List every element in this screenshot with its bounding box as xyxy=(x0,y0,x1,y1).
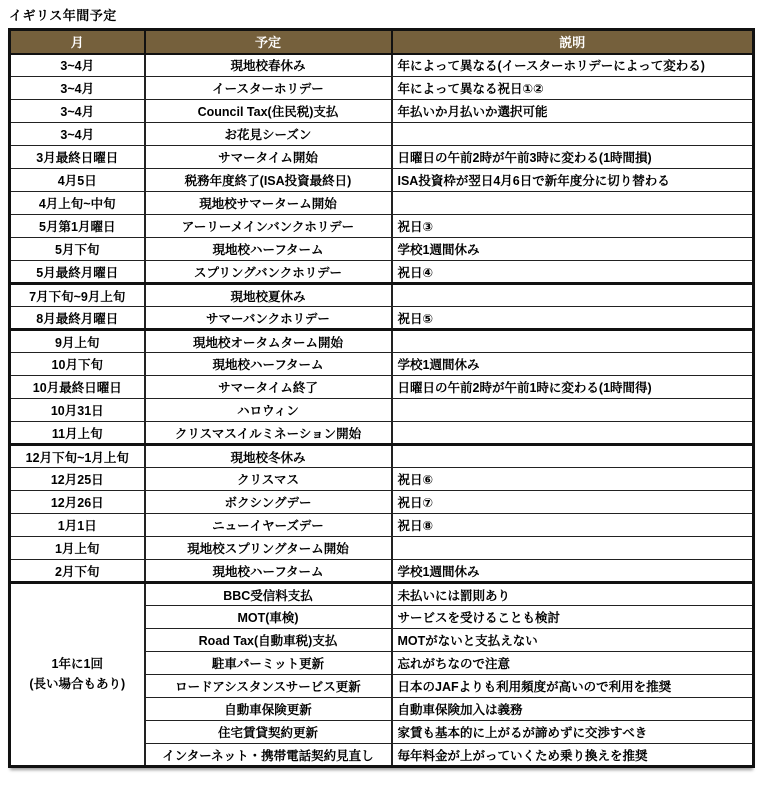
table-row-annual xyxy=(10,583,754,606)
cell-event: サマータイム開始 xyxy=(145,146,392,169)
table-row xyxy=(10,100,754,123)
cell-month: 4月上旬~中旬 xyxy=(10,192,145,215)
table-row xyxy=(10,54,754,77)
cell-desc: 学校1週間休み xyxy=(392,353,754,376)
cell-desc xyxy=(392,284,754,307)
cell-event: 現地校サマーターム開始 xyxy=(145,192,392,215)
cell-desc: 自動車保険加入は義務 xyxy=(392,698,754,721)
cell-month: 3~4月 xyxy=(10,123,145,146)
cell-desc: 家賃も基本的に上がるが諦めずに交渉すべき xyxy=(392,721,754,744)
cell-desc xyxy=(392,422,754,445)
cell-event: クリスマスイルミネーション開始 xyxy=(145,422,392,445)
cell-month: 12月26日 xyxy=(10,491,145,514)
cell-desc: 祝日③ xyxy=(392,215,754,238)
schedule-table-body xyxy=(10,54,754,767)
cell-month: 3~4月 xyxy=(10,100,145,123)
cell-event: 住宅賃貸契約更新 xyxy=(145,721,392,744)
cell-month: 5月下旬 xyxy=(10,238,145,261)
cell-event: Council Tax(住民税)支払 xyxy=(145,100,392,123)
cell-event: イースターホリデー xyxy=(145,77,392,100)
cell-event: Road Tax(自動車税)支払 xyxy=(145,629,392,652)
cell-event: 現地校スプリングターム開始 xyxy=(145,537,392,560)
cell-month: 12月25日 xyxy=(10,468,145,491)
cell-month: 7月下旬~9月上旬 xyxy=(10,284,145,307)
cell-desc: ISA投資枠が翌日4月6日で新年度分に切り替わる xyxy=(392,169,754,192)
table-row xyxy=(10,123,754,146)
header-desc: 説明 xyxy=(392,30,754,54)
cell-event: BBC受信料支払 xyxy=(145,583,392,606)
cell-event: 現地校春休み xyxy=(145,54,392,77)
table-row xyxy=(10,307,754,330)
cell-event: ボクシングデー xyxy=(145,491,392,514)
cell-event: 駐車パーミット更新 xyxy=(145,652,392,675)
table-row xyxy=(10,353,754,376)
cell-desc xyxy=(392,123,754,146)
cell-event: サマーバンクホリデー xyxy=(145,307,392,330)
annual-frequency-cell xyxy=(10,583,145,767)
cell-desc: 祝日⑦ xyxy=(392,491,754,514)
table-row xyxy=(10,468,754,491)
cell-month: 8月最終月曜日 xyxy=(10,307,145,330)
cell-desc: 年によって異なる祝日①② xyxy=(392,77,754,100)
table-row xyxy=(10,77,754,100)
annual-frequency-line1: 1年に1回 xyxy=(51,657,103,672)
cell-desc: MOTがないと支払えない xyxy=(392,629,754,652)
table-row xyxy=(10,284,754,307)
cell-month: 1月1日 xyxy=(10,514,145,537)
cell-desc xyxy=(392,330,754,353)
table-row xyxy=(10,560,754,583)
cell-month: 12月下旬~1月上旬 xyxy=(10,445,145,468)
table-row xyxy=(10,146,754,169)
cell-event: スプリングバンクホリデー xyxy=(145,261,392,284)
table-row xyxy=(10,376,754,399)
cell-desc xyxy=(392,192,754,215)
cell-month: 10月下旬 xyxy=(10,353,145,376)
cell-month: 3~4月 xyxy=(10,54,145,77)
cell-event: サマータイム終了 xyxy=(145,376,392,399)
cell-month: 3~4月 xyxy=(10,77,145,100)
cell-month: 9月上旬 xyxy=(10,330,145,353)
cell-month: 1月上旬 xyxy=(10,537,145,560)
cell-event: MOT(車検) xyxy=(145,606,392,629)
cell-month: 11月上旬 xyxy=(10,422,145,445)
table-row xyxy=(10,537,754,560)
cell-event: インターネット・携帯電話契約見直し xyxy=(145,744,392,767)
table-row xyxy=(10,238,754,261)
cell-desc: 祝日④ xyxy=(392,261,754,284)
cell-event: 現地校ハーフターム xyxy=(145,238,392,261)
table-row xyxy=(10,215,754,238)
cell-month: 3月最終日曜日 xyxy=(10,146,145,169)
header-row xyxy=(10,30,754,54)
cell-desc: 日本のJAFよりも利用頻度が高いので利用を推奨 xyxy=(392,675,754,698)
table-row xyxy=(10,261,754,284)
table-row xyxy=(10,514,754,537)
cell-desc: 祝日⑤ xyxy=(392,307,754,330)
cell-desc: 学校1週間休み xyxy=(392,238,754,261)
cell-event: ハロウィン xyxy=(145,399,392,422)
cell-event: ロードアシスタンスサービス更新 xyxy=(145,675,392,698)
cell-event: 自動車保険更新 xyxy=(145,698,392,721)
cell-desc: 忘れがちなので注意 xyxy=(392,652,754,675)
uk-annual-schedule-table xyxy=(8,28,755,768)
table-row xyxy=(10,399,754,422)
header-month: 月 xyxy=(10,30,145,54)
cell-month: 5月最終月曜日 xyxy=(10,261,145,284)
cell-desc: 祝日⑥ xyxy=(392,468,754,491)
cell-event: お花見シーズン xyxy=(145,123,392,146)
cell-desc xyxy=(392,445,754,468)
cell-desc: 学校1週間休み xyxy=(392,560,754,583)
cell-event: 現地校夏休み xyxy=(145,284,392,307)
cell-event: 現地校オータムターム開始 xyxy=(145,330,392,353)
table-row xyxy=(10,169,754,192)
cell-desc: 未払いには罰則あり xyxy=(392,583,754,606)
cell-event: 現地校冬休み xyxy=(145,445,392,468)
page-title: イギリス年間予定 xyxy=(9,8,117,23)
cell-desc xyxy=(392,537,754,560)
cell-event: 現地校ハーフターム xyxy=(145,560,392,583)
cell-desc: 日曜日の午前2時が午前3時に変わる(1時間損) xyxy=(392,146,754,169)
table-row xyxy=(10,491,754,514)
cell-desc: 年によって異なる(イースターホリデーによって変わる) xyxy=(392,54,754,77)
cell-desc: サービスを受けることも検討 xyxy=(392,606,754,629)
cell-month: 10月最終日曜日 xyxy=(10,376,145,399)
table-row xyxy=(10,445,754,468)
cell-month: 5月第1月曜日 xyxy=(10,215,145,238)
cell-desc: 毎年料金が上がっていくため乗り換えを推奨 xyxy=(392,744,754,767)
cell-desc: 祝日⑧ xyxy=(392,514,754,537)
header-event: 予定 xyxy=(145,30,392,54)
cell-desc: 年払いか月払いか選択可能 xyxy=(392,100,754,123)
cell-desc xyxy=(392,399,754,422)
cell-event: 現地校ハーフターム xyxy=(145,353,392,376)
annual-frequency-line2: (長い場合もあり) xyxy=(29,676,126,691)
cell-event: ニューイヤーズデー xyxy=(145,514,392,537)
table-row xyxy=(10,330,754,353)
cell-event: クリスマス xyxy=(145,468,392,491)
cell-desc: 日曜日の午前2時が午前1時に変わる(1時間得) xyxy=(392,376,754,399)
table-row xyxy=(10,192,754,215)
cell-month: 4月5日 xyxy=(10,169,145,192)
cell-month: 2月下旬 xyxy=(10,560,145,583)
table-row xyxy=(10,422,754,445)
cell-month: 10月31日 xyxy=(10,399,145,422)
cell-event: アーリーメインバンクホリデー xyxy=(145,215,392,238)
cell-event: 税務年度終了(ISA投資最終日) xyxy=(145,169,392,192)
table-header xyxy=(10,30,754,54)
